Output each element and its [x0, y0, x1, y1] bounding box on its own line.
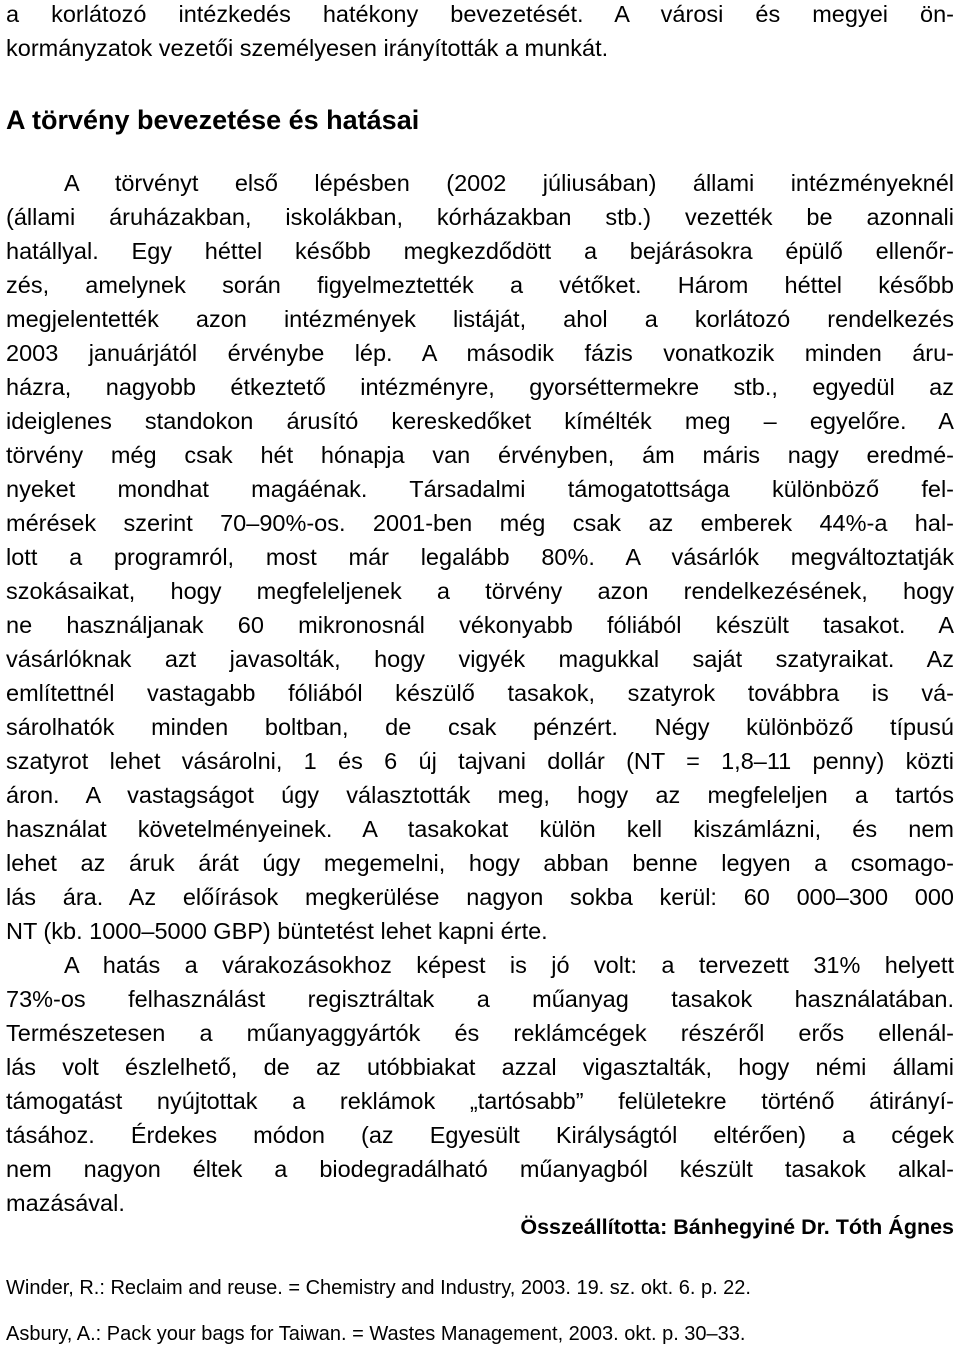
paragraph-line: NT (kb. 1000–5000 GBP) büntetést lehet kapni érte.: [6, 918, 548, 944]
paragraph-line: lás volt észlelhető, de az utóbbiakat azzal vigasztalták, hogy némi állami: [6, 1054, 954, 1080]
paragraph-line: tásához. Érdekes módon (az Egyesült Királyságtól eltérően) a cégek: [6, 1122, 954, 1148]
paragraph-line: lehet az áruk árát úgy megemelni, hogy abban benne legyen a csomago-: [6, 850, 954, 876]
paragraph-line: megjelentették azon intézmények listáját, ahol a korlátozó rendelkezés: [6, 306, 954, 332]
reference-item: Winder, R.: Reclaim and reuse. = Chemistry and Industry, 2003. 19. sz. okt. 6. p. 22.: [6, 1277, 751, 1299]
paragraph-line: használat követelményeinek. A tasakokat külön kell kiszámlázni, és nem: [6, 816, 954, 842]
paragraph-line: zés, amelynek során figyelmeztették a vétőket. Három héttel később: [6, 272, 954, 298]
paragraph-line: sárolhatók minden boltban, de csak pénzért. Négy különböző típusú: [6, 714, 954, 740]
paragraph-line: A törvényt első lépésben (2002 júliusában) állami intézményeknél: [64, 170, 954, 196]
paragraph-line: ideiglenes standokon árusító kereskedőket kímélték meg – egyelőre. A: [6, 408, 954, 434]
paragraph-line: 2003 januárjától érvénybe lép. A második fázis vonatkozik minden áru-: [6, 340, 954, 366]
paragraph-line: mazásával.: [6, 1190, 125, 1216]
paragraph-line: A hatás a várakozásokhoz képest is jó volt: a tervezett 31% helyett: [64, 952, 954, 978]
paragraph-line: házra, nagyobb étkeztető intézményre, gyorséttermekre stb., egyedül az: [6, 374, 954, 400]
paragraph-line: nyeket mondhat magáénak. Társadalmi támogatottsága különböző fel-: [6, 476, 954, 502]
paragraph-line: mérések szerint 70–90%-os. 2001-ben még csak az emberek 44%-a hal-: [6, 510, 954, 536]
reference-item: Asbury, A.: Pack your bags for Taiwan. = Wastes Management, 2003. okt. p. 30–33.: [6, 1323, 746, 1345]
section-heading: A törvény bevezetése és hatásai: [6, 105, 420, 135]
paragraph-line: (állami áruházakban, iskolákban, kórházakban stb.) vezették be azonnali: [6, 204, 954, 230]
paragraph-line: törvény még csak hét hónapja van érvényben, ám máris nagy eredmé-: [6, 442, 954, 468]
paragraph-line: Természetesen a műanyaggyártók és reklámcégek részéről erős ellenál-: [6, 1020, 954, 1046]
paragraph-line: 73%-os felhasználást regisztráltak a műanyag tasakok használatában.: [6, 986, 954, 1012]
paragraph-line: ne használjanak 60 mikronosnál vékonyabb fóliából készült tasakot. A: [6, 612, 954, 638]
paragraph-line: szatyrot lehet vásárolni, 1 és 6 új tajvani dollár (NT = 1,8–11 penny) közti: [6, 748, 954, 774]
intro-line-1: a korlátozó intézkedés hatékony bevezetését. A városi és megyei ön-: [6, 1, 954, 27]
intro-line-2: kormányzatok vezetői személyesen irányították a munkát.: [6, 35, 609, 61]
author-signature: Összeállította: Bánhegyiné Dr. Tóth Ágnes: [520, 1215, 954, 1239]
paragraph-line: vásárlóknak azt javasolták, hogy vigyék magukkal saját szatyraikat. Az: [6, 646, 954, 672]
paragraph-line: lás ára. Az előírások megkerülése nagyon sokba kerül: 60 000–300 000: [6, 884, 954, 910]
paragraph-line: támogatást nyújtottak a reklámok „tartósabb” felületekre történő átirányí-: [6, 1088, 954, 1114]
paragraph-line: lott a programról, most már legalább 80%. A vásárlók megváltoztatják: [6, 544, 954, 570]
paragraph-line: említettnél vastagabb fóliából készülő tasakok, szatyrok továbbra is vá-: [6, 680, 954, 706]
paragraph-line: áron. A vastagságot úgy választották meg, hogy az megfeleljen a tartós: [6, 782, 954, 808]
paragraph-line: nem nagyon éltek a biodegradálható műanyagból készült tasakok alkal-: [6, 1156, 954, 1182]
paragraph-line: szokásaikat, hogy megfeleljenek a törvény azon rendelkezésének, hogy: [6, 578, 954, 604]
paragraph-line: hatállyal. Egy héttel később megkezdődött a bejárásokra épülő ellenőr-: [6, 238, 954, 264]
